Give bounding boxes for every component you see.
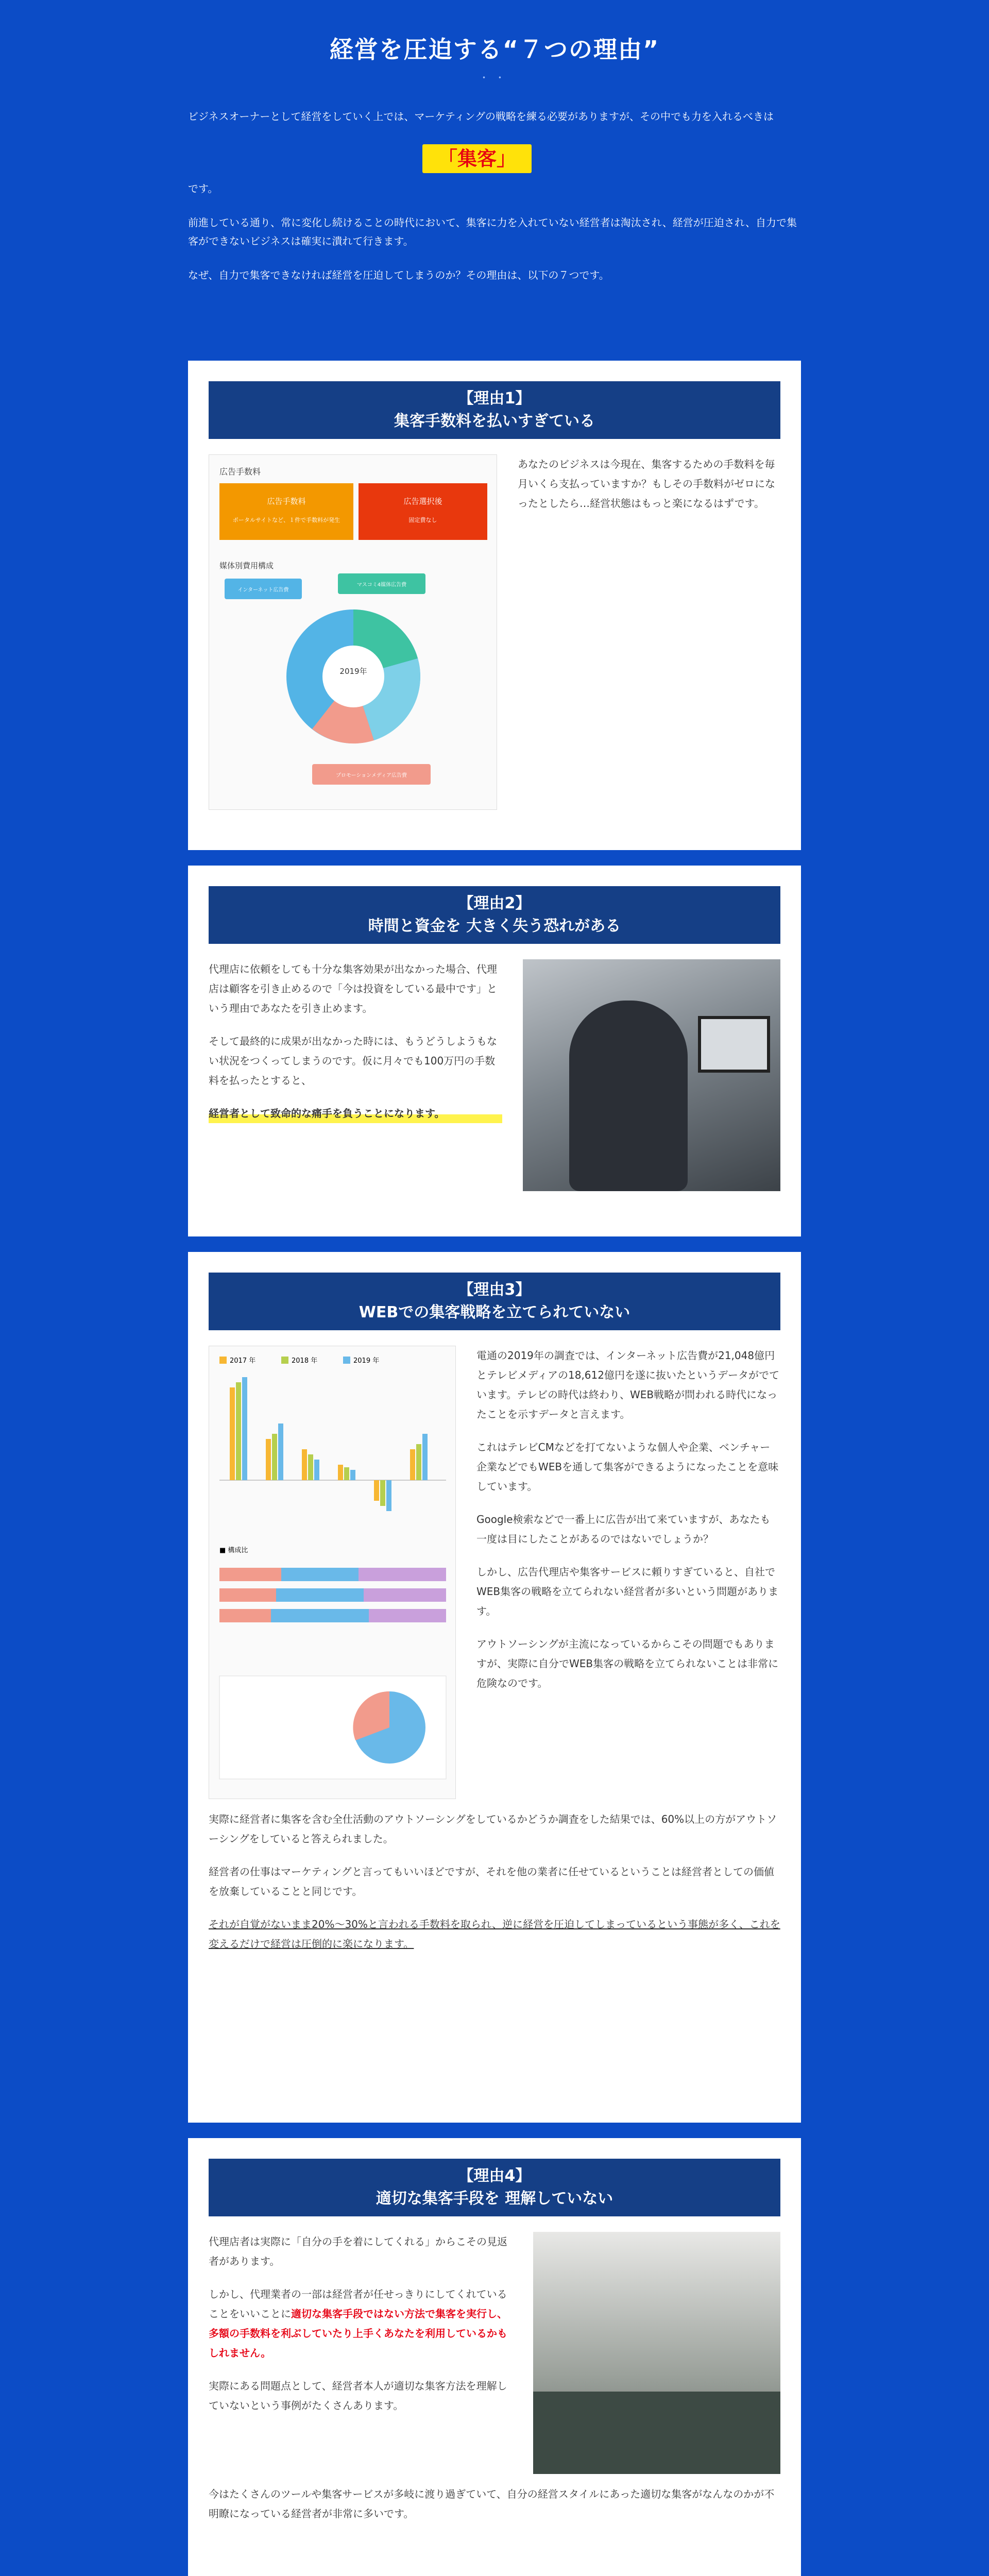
- fee-right-note: 固定費なし: [408, 517, 437, 523]
- reason-3-heading: [209, 1273, 780, 1330]
- photo-table: [533, 2392, 780, 2474]
- reason-4-p4: 今はたくさんのツールや集客サービスが多岐に渡り過ぎていて、自分の経営スタイルにあった適切な集客がなんなのかが不明瞭になっている経営者が非常に多いです。: [209, 2488, 775, 2520]
- ad-fee-chart: [209, 455, 497, 810]
- intro-p1: ビジネスオーナーとして経営をしていく上では、マーケティングの戦略を練る必要がありますが、その中でも力を入れるべきは: [188, 110, 774, 123]
- bar: [308, 1454, 313, 1480]
- photo-figure: [569, 1001, 688, 1191]
- reason-1-title: 集客手数料を払いすぎている: [394, 412, 595, 430]
- stack-seg: [276, 1588, 364, 1602]
- stack-seg: [369, 1609, 446, 1622]
- legend-swatch-2019: [343, 1357, 350, 1364]
- reason-3-p7: 経営者の仕事はマーケティングと言ってもいいほどですが、それを他の業者に任せているということは経営者としての価値を放棄していることと同じです。: [209, 1866, 774, 1897]
- fee-left-label: 広告手数料: [267, 497, 306, 506]
- bar: [302, 1449, 307, 1480]
- reason-3-p1: 電通の2019年の調査では、インターネット広告費が21,048億円とテレビメディアの18,612億円を遂に抜いたというデータがでています。テレビの時代は終わり、WEB戦略が問われる時代になったことを示すデータと言えます。: [476, 1349, 779, 1420]
- fee-box-left: [219, 483, 353, 540]
- reason-2-heading: [209, 886, 780, 944]
- pie-hole: [322, 646, 384, 707]
- bar: [344, 1467, 349, 1480]
- stack-seg: [219, 1609, 271, 1622]
- bar: [230, 1387, 235, 1480]
- keyword-badge: 「集客」: [422, 144, 532, 173]
- callout-promo-text: プロモーションメディア広告費: [335, 773, 407, 778]
- pie-title: 媒体別費用構成: [219, 561, 274, 570]
- reason-3-p3: Google検索などで一番上に広告が出て来ていますが、あなたも一度は目にしたことがあるのではないでしょうか？: [476, 1513, 771, 1545]
- bar: [410, 1449, 415, 1480]
- ad-spend-chart: [209, 1346, 456, 1799]
- reason-2-p2: そして最終的に成果が出なかった時には、もうどうしようもない状況をつくってしまうのです。仮に月々でも100万円の手数料を払ったとすると、: [209, 1035, 497, 1087]
- legend-swatch-2017: [219, 1357, 227, 1364]
- stack-seg: [271, 1609, 369, 1622]
- hero-section: [0, 0, 989, 361]
- bar: [266, 1439, 271, 1480]
- composition-title: ■ 構成比: [219, 1547, 248, 1554]
- callout-internet-text: インターネット広告費: [237, 587, 289, 593]
- ad-spend-figure: [209, 1346, 456, 1799]
- fee-right-label: 広告選択後: [403, 497, 442, 506]
- reason-3-title: WEBでの集客戦略を立てられていない: [359, 1303, 630, 1321]
- bar: [236, 1382, 241, 1480]
- meeting-hands-photo: [533, 2232, 780, 2474]
- stack-seg: [364, 1588, 446, 1602]
- reason-2-card: [188, 866, 801, 1236]
- reason-4-p3: 実際にある問題点として、経営者本人が適切な集客方法を理解していないという事例がたくさんあります。: [209, 2380, 507, 2412]
- ad-fee-figure: [209, 454, 497, 810]
- pie-center-year: 2019年: [339, 667, 367, 676]
- reason-4-p2: [209, 2284, 513, 2363]
- fee-box-right: [359, 483, 487, 540]
- reason-4-p2-text: しかし、代理業者の一部は経営者が任せっきりにしてくれていることをいいことに: [209, 2288, 507, 2320]
- bar: [416, 1444, 421, 1480]
- reason-1-card: [188, 361, 801, 850]
- reason-3-p5: アウトソーシングが主流になっているからこその問題でもありますが、実際に自分でWEB集客の戦略を立てられないことは非常に危険なのです。: [476, 1638, 779, 1689]
- reason-2-p3: 経営者として致命的な痛手を負うことになります。: [209, 1104, 502, 1123]
- reason-4-p1: 代理店者は実際に「自分の手を着にしてくれる」からこその見返者があります。: [209, 2235, 507, 2267]
- legend-swatch-2018: [281, 1357, 288, 1364]
- legend-2019: 2019 年: [353, 1357, 380, 1365]
- reason-2-p1: 代理店に依頼をしても十分な集客効果が出なかった場合、代理店は顧客を引き止めるので「今は投資をしている最中です」という理由であなたを引き止めます。: [209, 963, 497, 1014]
- legend-2018: 2018 年: [292, 1357, 318, 1365]
- bar: [314, 1460, 319, 1480]
- reason-1-p1: あなたのビジネスは今現在、集客するための手数料を毎月いくら支払っていますか？もしその手数料がゼロになったとしたら…経営状態はもっと楽になるはずです。: [518, 458, 775, 510]
- reason-4-card: [188, 2138, 801, 2576]
- reason-3-number: 【理由3】: [458, 1281, 531, 1299]
- page-title: 経営を圧迫する“７つの理由”: [329, 36, 660, 63]
- bar: [272, 1434, 277, 1480]
- intro-text: [188, 107, 801, 284]
- ad-fee-chart-title: 広告手数料: [219, 467, 261, 477]
- title-dots: • •: [482, 74, 507, 81]
- bar-group: [230, 1377, 428, 1511]
- fee-left-note: ポータルサイトなど、１件で手数料が発生: [232, 517, 340, 523]
- reason-2-number: 【理由2】: [458, 894, 531, 912]
- reason-1-number: 【理由1】: [458, 389, 531, 408]
- intro-p1b: です。: [188, 182, 218, 195]
- bar: [374, 1480, 379, 1501]
- reason-2-title: 時間と資金を 大きく失う恐れがある: [368, 917, 621, 935]
- reason-4-number: 【理由4】: [458, 2167, 531, 2185]
- reason-3-p8: それが自覚がないまま20%〜30%と言われる手数料を取られ、逆に経営を圧迫してしまっているという事態が多く、これを変えるだけで経営は圧倒的に楽になります。: [209, 1918, 780, 1950]
- stack-seg: [219, 1568, 281, 1581]
- callout-mass-text: マスコミ4媒体広告費: [356, 582, 407, 588]
- reason-3-p6: 実際に経営者に集客を含む全仕活動のアウトソーシングをしているかどうか調査をした結果では、60%以上の方がアウトソーシングをしていると答えられました。: [209, 1813, 777, 1845]
- stack-seg: [281, 1568, 359, 1581]
- bar: [350, 1470, 355, 1480]
- reason-3-card: [188, 1252, 801, 2123]
- reason-4-p2-emphasis: 適切な集客手段ではない方法で集客を実行し、多額の手数料を利ぶしていたり上手くあなたを利用しているかもしれません。: [209, 2308, 507, 2359]
- bar: [386, 1480, 391, 1511]
- bar: [278, 1423, 283, 1480]
- bar: [422, 1434, 428, 1480]
- reason-4-heading: [209, 2159, 780, 2216]
- intro-p3: なぜ、自力で集客できなければ経営を圧迫してしまうのか？その理由は、以下の７つです。: [188, 269, 609, 281]
- reason-3-p2: これはテレビCMなどを打てないような個人や企業、ベンチャー企業などでもWEBを通して集客ができるようになったことを意味しています。: [476, 1441, 779, 1493]
- bar: [242, 1377, 247, 1480]
- stack-seg: [219, 1588, 276, 1602]
- reason-1-heading: [209, 381, 780, 439]
- legend-2017: 2017 年: [230, 1357, 256, 1365]
- reason-3-p4: しかし、広告代理店や集客サービスに頼りすぎていると、自社でWEB集客の戦略を立てられない経営者が多いという問題があります。: [476, 1566, 779, 1617]
- bar: [380, 1480, 385, 1506]
- bar: [338, 1465, 343, 1480]
- stressed-man-photo: [523, 959, 780, 1191]
- reason-4-title: 適切な集客手段を 理解していない: [376, 2190, 613, 2208]
- photo-monitor: [698, 1016, 770, 1073]
- stacked-bars: [219, 1568, 446, 1622]
- intro-p2: 前進している通り、常に変化し続けることの時代において、集客に力を入れていない経営者は淘汰され、経営が圧迫され、自力で集客ができないビジネスは確実に潰れて行きます。: [188, 216, 797, 247]
- stack-seg: [359, 1568, 446, 1581]
